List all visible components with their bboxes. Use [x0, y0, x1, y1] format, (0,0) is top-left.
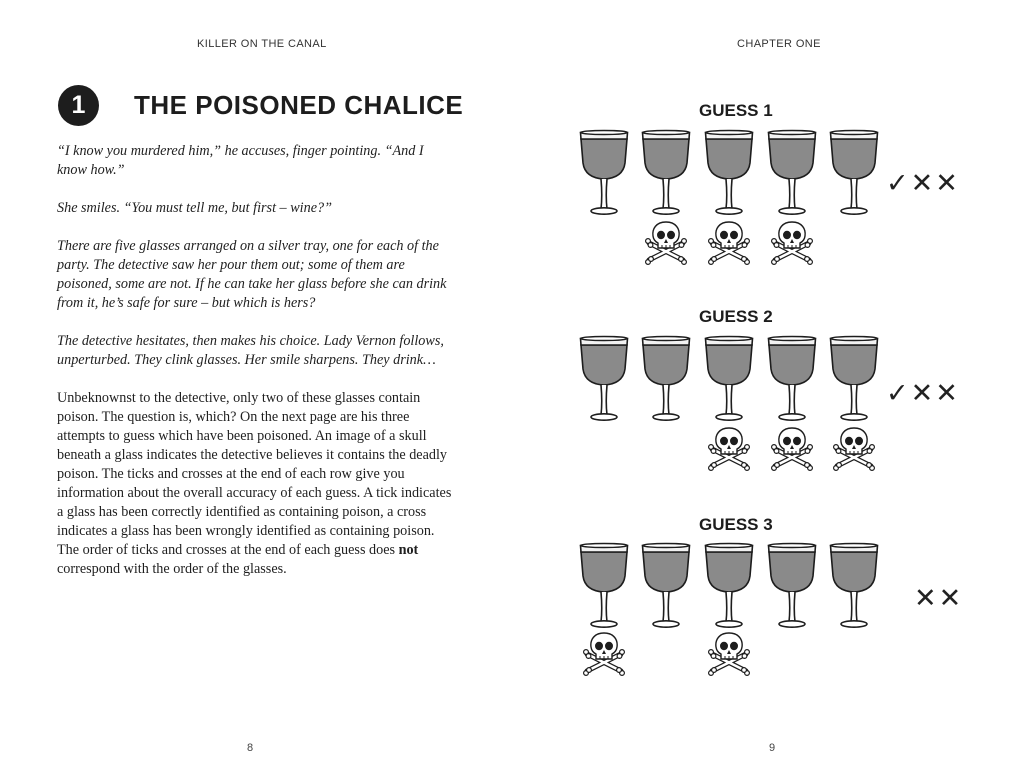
- body-paragraph: [57, 199, 452, 218]
- paragraph-text: correspond with the order of the glasses.: [57, 561, 287, 577]
- wine-glass-icon: [829, 130, 879, 216]
- guess-label: GUESS 1: [699, 101, 773, 120]
- paragraph-text: Unbeknownst to the detective, only two of these glasses contain poison. The question is, which? On the next page are his three attempts to guess which have been poisoned. An image of a skull beneath a glass indicates the detective believes it contains the deadly poison. The ticks and crosses at the end of each row give you information about the overall accuracy of each guess. A tick indicates a glass has been correctly identified as containing poison, a cross indicates a glass has been wrongly identified as containing poison. The order of ticks and crosses at the end of each guess does: [57, 390, 452, 558]
- wine-glass-icon: [829, 336, 879, 422]
- guess-label: GUESS 2: [699, 307, 773, 326]
- wine-glass-icon: [767, 336, 817, 422]
- paragraph-text: “I know you murdered him,” he accuses, finger pointing. “And I know how.”: [57, 143, 424, 178]
- left-running-head: KILLER ON THE CANAL: [197, 38, 327, 50]
- wine-glass-icon: [641, 543, 691, 629]
- wine-glass-icon: [829, 543, 879, 629]
- wine-glass-icon: [579, 336, 629, 422]
- skull-crossbones-icon: [706, 630, 752, 676]
- skull-crossbones-icon: [831, 425, 877, 471]
- accuracy-marks: ✓✕✕: [886, 168, 960, 199]
- chapter-number-badge: 1: [58, 85, 99, 126]
- body-paragraph: [57, 237, 452, 313]
- wine-glass-icon: [579, 543, 629, 629]
- accuracy-marks: ✓✕✕: [886, 378, 960, 409]
- skull-crossbones-icon: [706, 219, 752, 265]
- accuracy-marks: ✕✕: [914, 583, 964, 614]
- wine-glass-icon: [641, 130, 691, 216]
- body-paragraph: [57, 389, 452, 579]
- right-running-head: CHAPTER ONE: [737, 38, 821, 50]
- wine-glass-icon: [704, 336, 754, 422]
- wine-glass-icon: [579, 130, 629, 216]
- chapter-body: [57, 142, 452, 598]
- paragraph-text: There are five glasses arranged on a silver tray, one for each of the party. The detective saw her pour them out; some of them are poisoned, some are not. If he can take her glass before she can drink from it, he’s safe for sure – but which is hers?: [57, 238, 447, 311]
- skull-crossbones-icon: [643, 219, 689, 265]
- guess-label: GUESS 3: [699, 515, 773, 534]
- left-page-number: 8: [247, 742, 254, 754]
- wine-glass-icon: [704, 543, 754, 629]
- body-paragraph: [57, 332, 452, 370]
- skull-crossbones-icon: [769, 425, 815, 471]
- wine-glass-icon: [767, 130, 817, 216]
- body-paragraph: [57, 142, 452, 180]
- wine-glass-icon: [704, 130, 754, 216]
- skull-crossbones-icon: [769, 219, 815, 265]
- paragraph-text: The detective hesitates, then makes his choice. Lady Vernon follows, unperturbed. They clink glasses. Her smile sharpens. They drink…: [57, 333, 444, 368]
- skull-crossbones-icon: [706, 425, 752, 471]
- wine-glass-icon: [641, 336, 691, 422]
- chapter-title: THE POISONED CHALICE: [134, 90, 464, 120]
- right-page-number: 9: [769, 742, 776, 754]
- wine-glass-icon: [767, 543, 817, 629]
- paragraph-text: She smiles. “You must tell me, but first – wine?”: [57, 200, 332, 216]
- emphasis-text: not: [398, 542, 419, 558]
- skull-crossbones-icon: [581, 630, 627, 676]
